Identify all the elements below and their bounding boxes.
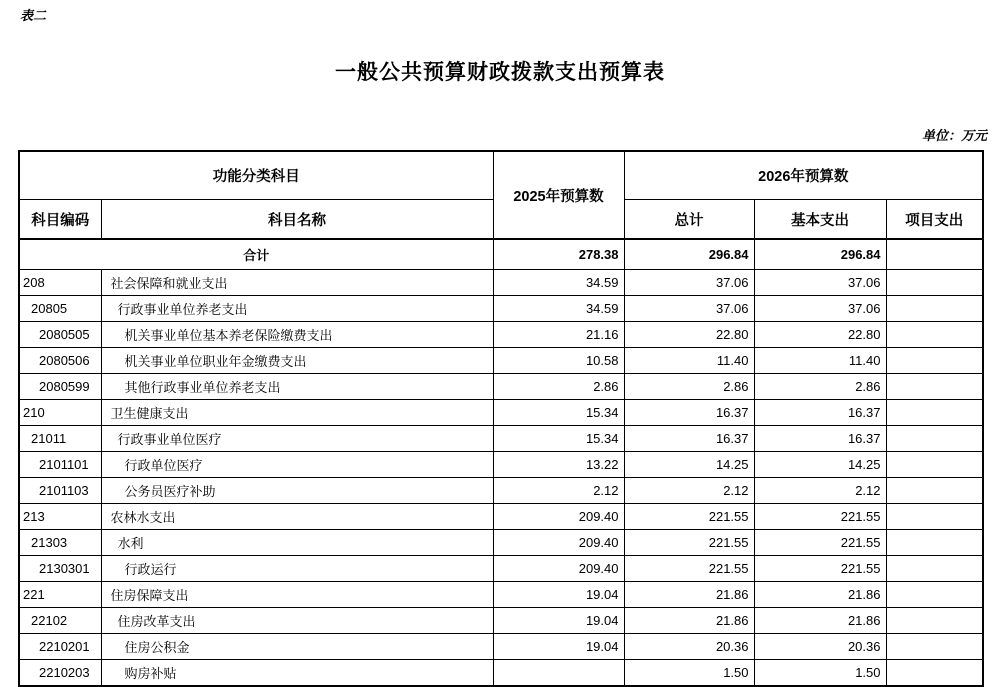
table-header <box>19 151 983 239</box>
table-row <box>19 400 983 426</box>
table-row <box>19 478 983 504</box>
basic-2026-cell: 20.36 <box>754 634 886 660</box>
subject-code-cell: 21303 <box>19 530 101 556</box>
subject-code-cell: 221 <box>19 582 101 608</box>
total-2026-cell: 2.86 <box>624 374 754 400</box>
project-2026-cell <box>886 634 983 660</box>
subject-name-cell: 行政事业单位养老支出 <box>101 296 493 322</box>
basic-2026-cell: 16.37 <box>754 400 886 426</box>
budget-2025-cell: 19.04 <box>493 608 624 634</box>
subject-name-cell: 住房保障支出 <box>101 582 493 608</box>
total-2026-cell: 14.25 <box>624 452 754 478</box>
project-2026-cell <box>886 426 983 452</box>
budget-table <box>18 150 984 687</box>
budget-2025-cell: 15.34 <box>493 400 624 426</box>
table-row <box>19 582 983 608</box>
subject-code-cell: 2080506 <box>19 348 101 374</box>
budget-2025-cell: 21.16 <box>493 322 624 348</box>
basic-2026-cell: 21.86 <box>754 608 886 634</box>
header-budget-2026: 2026年预算数 <box>624 151 983 200</box>
project-2026-cell <box>886 348 983 374</box>
subject-code-cell: 20805 <box>19 296 101 322</box>
subject-code-cell: 2210201 <box>19 634 101 660</box>
budget-2025-cell <box>493 660 624 687</box>
total-2026-cell: 16.37 <box>624 400 754 426</box>
project-2026-cell <box>886 504 983 530</box>
basic-2026-cell: 37.06 <box>754 296 886 322</box>
header-project-expenditure-2026: 项目支出 <box>886 200 983 240</box>
budget-2025-cell: 209.40 <box>493 556 624 582</box>
subject-code-cell: 213 <box>19 504 101 530</box>
total-2026-cell: 37.06 <box>624 270 754 296</box>
basic-2026-cell: 21.86 <box>754 582 886 608</box>
project-2026-cell <box>886 296 983 322</box>
total-2026-cell: 2.12 <box>624 478 754 504</box>
project-2026-cell <box>886 452 983 478</box>
basic-2026-cell: 14.25 <box>754 452 886 478</box>
subject-code-cell: 2130301 <box>19 556 101 582</box>
total-2026-cell: 221.55 <box>624 504 754 530</box>
header-functional-classification: 功能分类科目 <box>19 151 493 200</box>
total-total-2026-cell: 296.84 <box>624 239 754 270</box>
subject-name-cell: 行政运行 <box>101 556 493 582</box>
budget-2025-cell: 19.04 <box>493 582 624 608</box>
table-row <box>19 322 983 348</box>
header-subject-name: 科目名称 <box>101 200 493 240</box>
subject-name-cell: 住房公积金 <box>101 634 493 660</box>
project-2026-cell <box>886 582 983 608</box>
subject-name-cell: 住房改革支出 <box>101 608 493 634</box>
basic-2026-cell: 2.86 <box>754 374 886 400</box>
subject-code-cell: 2210203 <box>19 660 101 687</box>
subject-name-cell: 购房补贴 <box>101 660 493 687</box>
table-row <box>19 270 983 296</box>
budget-2025-cell: 15.34 <box>493 426 624 452</box>
budget-2025-cell: 209.40 <box>493 504 624 530</box>
header-budget-2025: 2025年预算数 <box>493 151 624 239</box>
subject-name-cell: 机关事业单位基本养老保险缴费支出 <box>101 322 493 348</box>
table-row <box>19 426 983 452</box>
subject-code-cell: 22102 <box>19 608 101 634</box>
table-row <box>19 660 983 687</box>
table-row <box>19 374 983 400</box>
unit-note: 单位：万元 <box>921 128 987 143</box>
budget-2025-cell: 19.04 <box>493 634 624 660</box>
total-budget-2025-cell: 278.38 <box>493 239 624 270</box>
basic-2026-cell: 2.12 <box>754 478 886 504</box>
project-2026-cell <box>886 374 983 400</box>
total-basic-2026-cell: 296.84 <box>754 239 886 270</box>
table-row <box>19 608 983 634</box>
subject-name-cell: 卫生健康支出 <box>101 400 493 426</box>
total-2026-cell: 11.40 <box>624 348 754 374</box>
total-2026-cell: 221.55 <box>624 556 754 582</box>
project-2026-cell <box>886 530 983 556</box>
total-2026-cell: 37.06 <box>624 296 754 322</box>
total-2026-cell: 21.86 <box>624 608 754 634</box>
basic-2026-cell: 221.55 <box>754 556 886 582</box>
table-row <box>19 452 983 478</box>
subject-name-cell: 行政事业单位医疗 <box>101 426 493 452</box>
basic-2026-cell: 221.55 <box>754 504 886 530</box>
basic-2026-cell: 1.50 <box>754 660 886 687</box>
total-2026-cell: 1.50 <box>624 660 754 687</box>
page-title: 一般公共预算财政拨款支出预算表 <box>335 61 665 84</box>
project-2026-cell <box>886 556 983 582</box>
project-2026-cell <box>886 478 983 504</box>
subject-name-cell: 公务员医疗补助 <box>101 478 493 504</box>
basic-2026-cell: 22.80 <box>754 322 886 348</box>
subject-code-cell: 2101103 <box>19 478 101 504</box>
subject-code-cell: 2101101 <box>19 452 101 478</box>
table-row <box>19 634 983 660</box>
total-project-2026-cell <box>886 239 983 270</box>
project-2026-cell <box>886 660 983 687</box>
subject-code-cell: 2080505 <box>19 322 101 348</box>
basic-2026-cell: 221.55 <box>754 530 886 556</box>
table-row <box>19 556 983 582</box>
header-basic-expenditure-2026: 基本支出 <box>754 200 886 240</box>
project-2026-cell <box>886 322 983 348</box>
subject-name-cell: 行政单位医疗 <box>101 452 493 478</box>
subject-name-cell: 机关事业单位职业年金缴费支出 <box>101 348 493 374</box>
header-subject-code: 科目编码 <box>19 200 101 240</box>
total-2026-cell: 221.55 <box>624 530 754 556</box>
budget-2025-cell: 34.59 <box>493 270 624 296</box>
total-2026-cell: 20.36 <box>624 634 754 660</box>
subject-code-cell: 21011 <box>19 426 101 452</box>
table-row <box>19 348 983 374</box>
basic-2026-cell: 37.06 <box>754 270 886 296</box>
budget-2025-cell: 2.86 <box>493 374 624 400</box>
subject-code-cell: 210 <box>19 400 101 426</box>
subject-code-cell: 208 <box>19 270 101 296</box>
basic-2026-cell: 11.40 <box>754 348 886 374</box>
project-2026-cell <box>886 400 983 426</box>
budget-2025-cell: 10.58 <box>493 348 624 374</box>
total-row <box>19 239 983 270</box>
total-2026-cell: 21.86 <box>624 582 754 608</box>
header-row-1 <box>19 151 983 200</box>
subject-name-cell: 社会保障和就业支出 <box>101 270 493 296</box>
table-row <box>19 530 983 556</box>
subject-name-cell: 其他行政事业单位养老支出 <box>101 374 493 400</box>
total-2026-cell: 16.37 <box>624 426 754 452</box>
subject-code-cell: 2080599 <box>19 374 101 400</box>
subject-name-cell: 农林水支出 <box>101 504 493 530</box>
budget-2025-cell: 34.59 <box>493 296 624 322</box>
project-2026-cell <box>886 270 983 296</box>
project-2026-cell <box>886 608 983 634</box>
budget-2025-cell: 13.22 <box>493 452 624 478</box>
table-label: 表二 <box>20 8 47 23</box>
basic-2026-cell: 16.37 <box>754 426 886 452</box>
budget-2025-cell: 209.40 <box>493 530 624 556</box>
table-body <box>19 239 983 686</box>
table-row <box>19 296 983 322</box>
total-label-cell: 合计 <box>19 239 493 270</box>
budget-2025-cell: 2.12 <box>493 478 624 504</box>
total-2026-cell: 22.80 <box>624 322 754 348</box>
header-total-2026: 总计 <box>624 200 754 240</box>
table-row <box>19 504 983 530</box>
subject-name-cell: 水利 <box>101 530 493 556</box>
